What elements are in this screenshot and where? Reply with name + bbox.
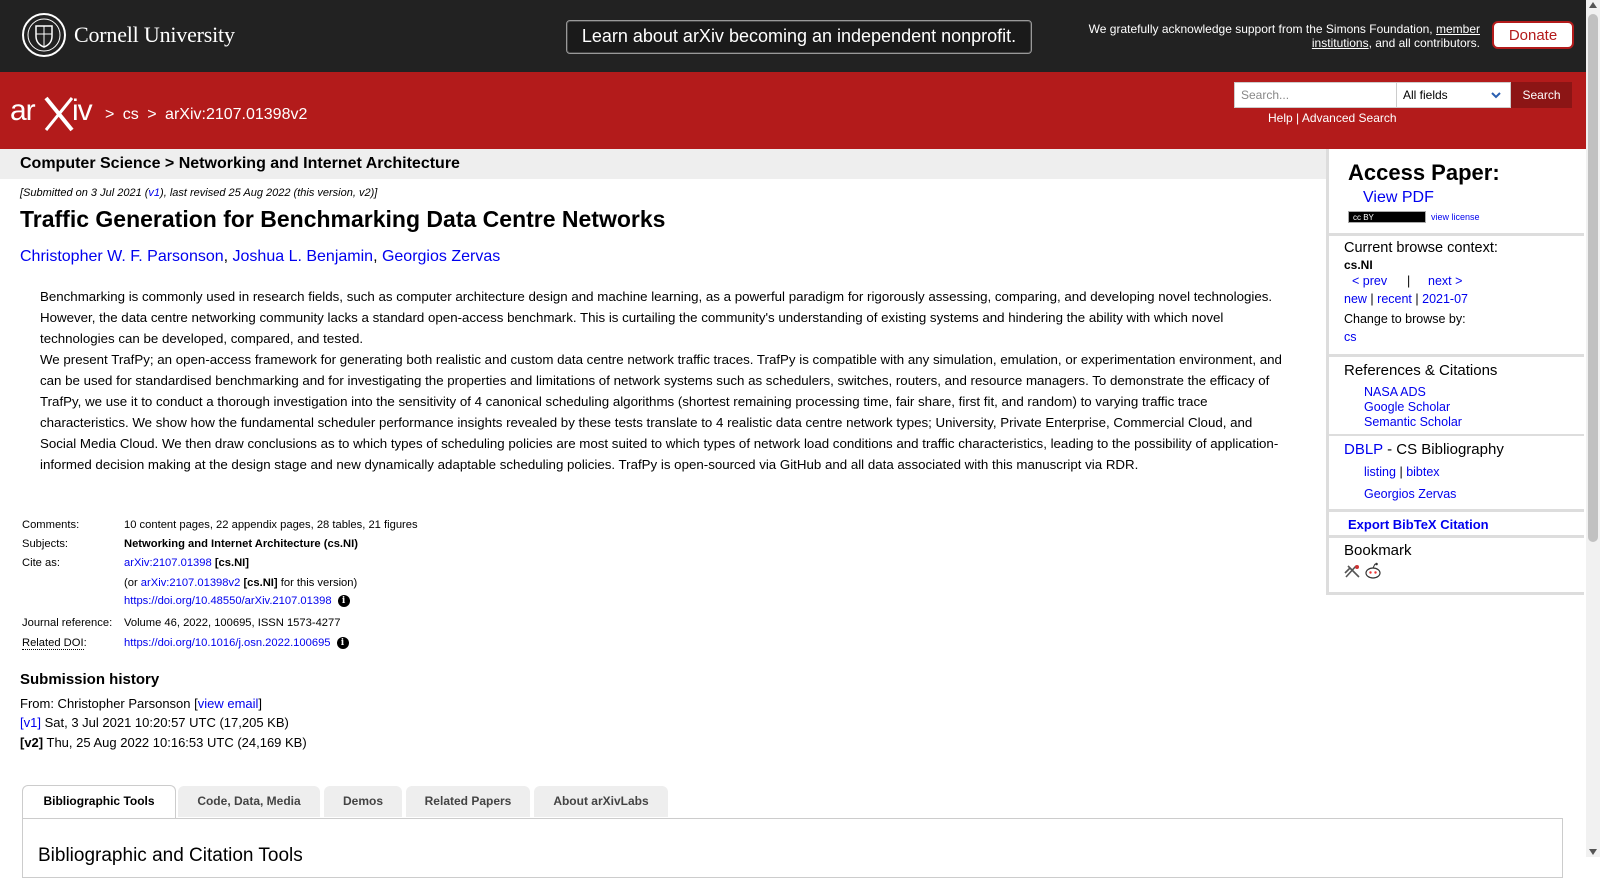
tab-demos[interactable]: Demos (324, 786, 402, 817)
prev-link[interactable]: < prev (1352, 274, 1388, 288)
info-icon[interactable]: i (338, 595, 350, 607)
dblp-links (1364, 465, 1440, 479)
tab-code-data-media[interactable]: Code, Data, Media (178, 786, 320, 817)
google-scholar-link[interactable]: Google Scholar (1364, 400, 1451, 414)
bibtex-link[interactable]: bibtex (1406, 465, 1440, 479)
abstract (40, 286, 1290, 475)
cite-value (124, 557, 249, 569)
related-doi-value (124, 637, 349, 649)
abstract-paragraph: Benchmarking is commonly used in research fields, such as computer architecture design and machine learning, as a powerful paradigm for rigorously assessing, comparing, and developing novel technologies. However, the data centre networking community lacks a standard open-access benchmark. This is curtailing the community's understanding of existing systems and hindering the ability with which novel technologies can be developed, compared, and tested. (40, 289, 1273, 346)
scroll-down-icon[interactable] (1589, 849, 1597, 855)
history-from-prefix: From: Christopher Parsonson [ (20, 696, 198, 711)
subjects-value: Networking and Internet Architecture (cs.NI) (124, 538, 358, 550)
browse-heading: Current browse context: (1344, 240, 1498, 256)
history-from-suffix: ] (258, 696, 263, 711)
cite-doi-link[interactable]: https://doi.org/10.48550/arXiv.2107.01398 (124, 595, 332, 607)
history-v1 (20, 715, 289, 730)
top-bar (0, 0, 1600, 72)
change-browse-label: Change to browse by: (1344, 312, 1466, 326)
author-link[interactable]: Joshua L. Benjamin (232, 248, 374, 265)
journal-value: Volume 46, 2022, 100695, ISSN 1573-4277 (124, 617, 341, 629)
cite-version-link[interactable]: arXiv:2107.01398v2 (140, 577, 241, 589)
export-bibtex-link[interactable]: Export BibTeX Citation (1348, 517, 1489, 532)
recent-link[interactable]: recent (1377, 292, 1412, 306)
author-sep: , (373, 248, 382, 265)
sep: | (1415, 292, 1419, 306)
search-button[interactable]: Search (1511, 82, 1572, 108)
nonprofit-banner-button[interactable]: Learn about arXiv becoming an independent nonprofit. (566, 20, 1032, 54)
member-institutions-link[interactable]: member institutions (1311, 22, 1480, 50)
browse-cs-link[interactable]: cs (1344, 330, 1357, 344)
author-sep: , (223, 248, 233, 265)
submission-history-heading: Submission history (20, 671, 160, 688)
cite-label: Cite as: (22, 557, 60, 569)
browse-links (1344, 292, 1468, 306)
bookmark-box (1328, 535, 1584, 598)
breadcrumb-sep: > (147, 106, 157, 123)
search-input[interactable]: Search... (1234, 82, 1397, 108)
related-doi-label-wrap: Related DOI: (22, 637, 87, 649)
submitted-v1-link[interactable]: v1 (148, 187, 161, 199)
browse-context: cs.NI (1344, 258, 1373, 272)
nasa-ads-link[interactable]: NASA ADS (1364, 385, 1426, 399)
advanced-search-link[interactable]: Advanced Search (1301, 111, 1397, 125)
listing-link[interactable]: listing (1364, 465, 1396, 479)
cite-version-suffix: for this version) (280, 577, 358, 589)
view-pdf-link[interactable]: View PDF (1363, 189, 1434, 206)
tab-bibliographic-tools[interactable]: Bibliographic Tools (22, 785, 176, 819)
export-box (1328, 509, 1584, 538)
cite-doi-value (124, 595, 350, 607)
history-v2-label: [v2] (20, 735, 44, 750)
dblp-heading (1344, 441, 1504, 458)
breadcrumb-sep: > (105, 106, 115, 123)
abstract-paragraph: We present TrafPy; an open-access framework for generating both realistic and custom data centre network traffic traces. TrafPy is compatible with any simulation, emulation, or experimentation environment, and can be used for standardised benchmarking and for investigating the properties and limitations of network systems such as schedulers, switches, routers, and resource managers. To demonstrate the efficacy of TrafPy, we use it to conduct a thorough investigation into the sensitivity of 4 canonical scheduling algorithms (shortest remaining processing time, fair share, first fit, and random) to varying traffic trace characteristics. We show how the fundamental scheduler performance insights revealed by these tests translate to 4 realistic data centre network types; University, Private Enterprise, Commercial Cloud, and Social Media Cloud. We then draw conclusions as to which types of scheduling policies are most suited to which types of network load conditions and traffic characteristics, leading to the possibility of application-informed decision making at the design stage and new dynamically adaptable scheduling policies. TrafPy is open-sourced via GitHub and all data associated with this manuscript via RDR. (40, 352, 1282, 472)
dblp-suffix: - CS Bibliography (1387, 441, 1504, 458)
dblp-author-link[interactable]: Georgios Zervas (1364, 487, 1457, 501)
breadcrumb-paper-id: arXiv:2107.01398v2 (165, 106, 308, 123)
search-field-value: All fields (1403, 88, 1448, 102)
cite-category: [cs.NI] (214, 557, 250, 569)
history-v1-link[interactable]: [v1] (20, 715, 41, 730)
chevron-down-icon (1490, 87, 1502, 103)
cornell-seal-icon (22, 13, 66, 57)
history-from (20, 696, 262, 711)
author-link[interactable]: Georgios Zervas (381, 248, 501, 265)
history-v2 (20, 735, 307, 750)
page-scrollbar[interactable] (1586, 0, 1600, 857)
acknowledgement-text (1064, 22, 1480, 50)
scroll-up-icon[interactable] (1589, 2, 1597, 8)
cite-id-link[interactable]: arXiv:2107.01398 (124, 557, 212, 569)
author-list (20, 248, 500, 266)
access-paper-heading: Access Paper: (1348, 160, 1500, 185)
cite-or: (or (124, 577, 138, 589)
view-license-link[interactable]: view license (1431, 212, 1480, 222)
history-v2-date: Thu, 25 Aug 2022 10:16:53 UTC (24,169 KB) (46, 735, 307, 750)
comments-label: Comments: (22, 519, 80, 531)
submitted-suffix: ), last revised 25 Aug 2022 (this version, v2)] (160, 187, 378, 199)
ack-prefix: We gratefully acknowledge support from the Simons Foundation, (1088, 22, 1433, 36)
sidebar-bottom-border (1326, 592, 1584, 595)
svg-text:ar: ar (10, 94, 35, 127)
paper-title: Traffic Generation for Benchmarking Data Centre Networks (20, 206, 666, 232)
prev-next-sep: | (1407, 274, 1411, 288)
subject-path: Computer Science > Networking and Internet Architecture (20, 155, 460, 172)
submitted-prefix: [Submitted on 3 Jul 2021 ( (20, 187, 149, 199)
month-link[interactable]: 2021-07 (1422, 292, 1468, 306)
sep: | (1370, 292, 1374, 306)
dblp-link[interactable]: DBLP (1344, 441, 1383, 458)
subject-bar (0, 149, 1328, 179)
svg-text:iv: iv (72, 94, 92, 127)
comments-value: 10 content pages, 22 appendix pages, 28 tables, 21 figures (124, 519, 418, 531)
help-link[interactable]: Help (1268, 111, 1293, 125)
related-doi-label: Related DOI (22, 637, 84, 649)
author-link[interactable]: Christopher W. F. Parsonson (20, 248, 224, 265)
arxiv-logo-icon[interactable] (10, 90, 102, 134)
cite-version-category: [cs.NI] (243, 577, 278, 589)
related-doi-link[interactable]: https://doi.org/10.1016/j.osn.2022.100695 (124, 637, 331, 649)
subjects-label: Subjects: (22, 538, 69, 550)
help-links (1268, 111, 1397, 125)
history-v1-date: Sat, 3 Jul 2021 10:20:57 UTC (17,205 KB) (44, 715, 289, 730)
info-icon[interactable]: i (337, 637, 349, 649)
ack-suffix: , and all contributors. (1368, 36, 1480, 50)
help-sep: | (1296, 111, 1300, 125)
search-field-select[interactable] (1397, 82, 1511, 108)
tab-about-arxivlabs[interactable]: About arXivLabs (534, 786, 668, 817)
submission-dates (20, 187, 377, 199)
cc-license-badge[interactable]: cc BY (1348, 211, 1426, 223)
browse-context-box (1328, 233, 1584, 356)
bookmark-heading: Bookmark (1344, 542, 1412, 559)
bibsonomy-icon[interactable] (1344, 563, 1362, 579)
semantic-scholar-link[interactable]: Semantic Scholar (1364, 415, 1462, 429)
tab-panel-heading: Bibliographic and Citation Tools (38, 845, 303, 866)
view-email-link[interactable]: view email (197, 696, 259, 711)
new-link[interactable]: new (1344, 292, 1367, 306)
next-link[interactable]: next > (1428, 274, 1463, 288)
scrollbar-thumb[interactable] (1588, 14, 1598, 542)
cornell-wordmark: Cornell University (74, 22, 235, 47)
breadcrumb-cs-link[interactable]: cs (122, 106, 139, 123)
cite-version-value (124, 577, 357, 589)
references-heading: References & Citations (1344, 362, 1498, 379)
breadcrumb (105, 106, 311, 124)
reddit-icon[interactable] (1364, 562, 1382, 580)
tab-panel (22, 818, 1563, 878)
cornell-logo[interactable] (22, 13, 235, 57)
references-box (1328, 354, 1584, 437)
donate-button[interactable]: Donate (1492, 21, 1574, 49)
journal-label: Journal reference: (22, 617, 113, 629)
tab-related-papers[interactable]: Related Papers (406, 786, 530, 817)
sep: | (1399, 465, 1403, 479)
arxiv-header (0, 72, 1600, 149)
